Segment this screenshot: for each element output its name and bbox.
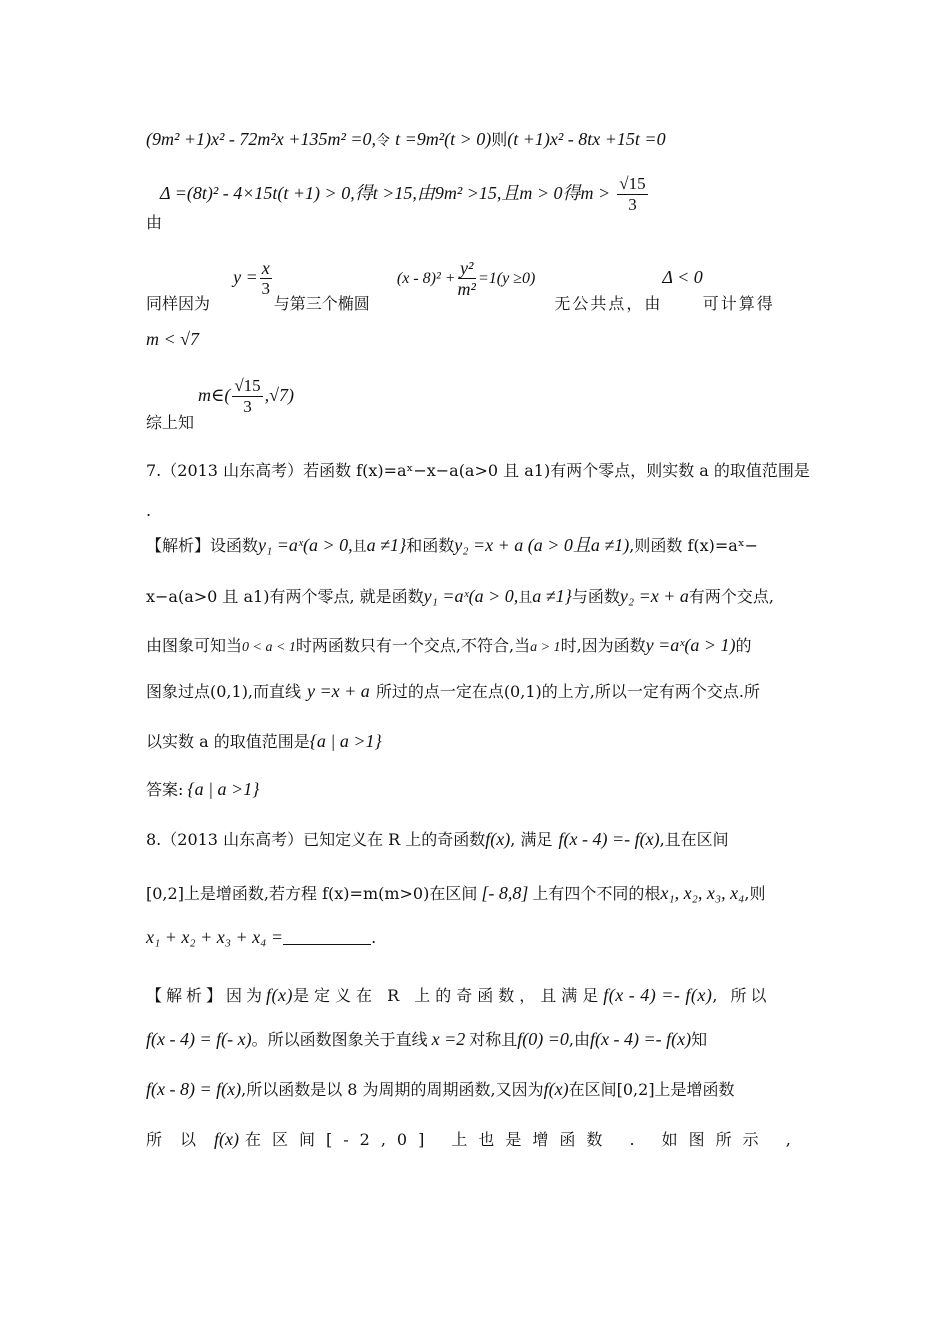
solution-8-line-2 — [146, 1028, 707, 1051]
question-8-line-2 — [146, 882, 765, 905]
answer-blank — [283, 930, 371, 945]
roots-list: x₁, x₂, x₃, x₄ — [660, 883, 745, 903]
a-not-1: a ≠1} — [366, 535, 407, 555]
m-in: m∈( — [198, 385, 231, 405]
solution-8-line-3 — [146, 1078, 735, 1101]
fraction-numerator: √15 — [234, 376, 261, 395]
one-intersection-text: 时两函数只有一个交点,不符合,当 — [295, 636, 531, 655]
m-less-sqrt7: m < √7 — [146, 329, 200, 349]
interval-text: ,且在区间 — [659, 830, 729, 849]
question-8-text: 8.（2013 山东高考）已知定义在 R 上的奇函数 — [146, 830, 486, 849]
no-common-point-text: 无公共点，由 — [554, 294, 663, 313]
solution-7-line-3 — [146, 634, 752, 659]
solution-8-line-1 — [146, 984, 771, 1007]
exponential-function: y =aˣ(a > 1) — [645, 635, 736, 655]
and-word: 且 — [352, 539, 367, 555]
and-function-text: 和函数 — [406, 536, 455, 555]
period-relation: f(x - 8) = f(x) — [146, 1079, 242, 1099]
ellipse-equation-rest: =1(y ≥0) — [477, 270, 536, 287]
above-point-text: 所过的点一定在点(0,1)的上方,所以一定有两个交点.所 — [375, 682, 760, 701]
function-y1: y₁ =aˣ(a > 0, — [423, 586, 519, 606]
then-function-text: ,则函数 f(x)=aˣ− — [629, 536, 759, 555]
question-7 — [146, 460, 810, 482]
fraction-denominator: 3 — [628, 195, 637, 214]
function-f: f(x) — [543, 1079, 569, 1099]
you-word: 由 — [146, 213, 163, 232]
symmetric-text: 。所以函数图象关于直线 — [251, 1030, 428, 1049]
then-word: ,则 — [744, 884, 766, 903]
fraction-denominator: 3 — [261, 279, 270, 298]
also-increasing-text: 在区间[-2,0] 上也是增函数 . 如图所示 , — [245, 1130, 802, 1149]
solution-7-line-4 — [146, 680, 760, 703]
substitution: t =9m²(t > 0) — [395, 129, 492, 149]
four-roots-text: 上有四个不同的根 — [532, 884, 661, 903]
function-f: f(x) — [485, 829, 511, 849]
question-8-line-1 — [146, 828, 729, 851]
by-text: ,由 — [568, 1030, 590, 1049]
a-not-1: a ≠1} — [532, 586, 572, 606]
increasing-text: [0,2]上是增函数,若方程 f(x)=m(m>0)在区间 — [146, 884, 478, 903]
function-y1: y₁ =aˣ(a > 0, — [258, 535, 353, 555]
ellipse-equation: (x - 8)² + — [396, 270, 456, 287]
third-ellipse-text: 与第三个椭圆 — [273, 294, 370, 313]
of-word: 的 — [735, 636, 752, 655]
fraction-numerator: x — [261, 258, 270, 278]
odd-periodic-relation: f(x - 4) =- f(x) — [558, 829, 660, 849]
line-y-x-a: y =x + a — [307, 681, 370, 701]
function-f: f(x) — [266, 985, 293, 1005]
answer-label: 答案: — [146, 780, 184, 799]
quadratic-equation: (9m² +1)x² - 72m²x +135m² =0, — [146, 129, 376, 149]
period-text: ,所以函数是以 8 为周期的周期函数,又因为 — [241, 1080, 544, 1099]
fraction-numerator: y² — [458, 258, 476, 279]
symmetric-and-text: 对称且 — [469, 1030, 518, 1049]
graph-text: 由图象可知当 — [146, 636, 243, 655]
odd-periodic-relation: f(x - 4) =- f(x) — [603, 985, 713, 1005]
solution-7-line-2 — [146, 585, 774, 609]
fraction-denominator: m² — [457, 279, 476, 299]
equation-line-3 — [146, 258, 775, 315]
fraction-sqrt15-over-3 — [617, 174, 647, 215]
and-word: 且 — [518, 590, 533, 606]
know-word: 知 — [691, 1030, 708, 1049]
solution-7-line-1 — [146, 534, 758, 558]
delta-negative: Δ < 0 — [662, 267, 703, 287]
then-word: 则 — [491, 130, 508, 149]
conclusion-label — [146, 412, 194, 434]
line-x-2: x =2 — [431, 1029, 466, 1049]
conclusion-word: 综上知 — [146, 413, 195, 432]
fraction-sqrt15-over-3 — [232, 376, 262, 417]
analysis-label: 【解析】设函数 — [146, 536, 259, 555]
odd-function-text: 是定义在 R 上的奇函数，且满足 — [293, 986, 604, 1005]
interval-end: ,√7) — [264, 385, 295, 405]
solution-7-line-5 — [146, 730, 382, 753]
interval-minus8-8: [- 8,8] — [481, 883, 529, 903]
function-y2: y₂ =x + a (a > 0且a ≠1) — [454, 535, 630, 555]
fraction-y2-over-m2 — [458, 258, 476, 299]
answer-set: {a | a >1} — [187, 779, 260, 799]
satisfy-text: , 满足 — [510, 830, 553, 849]
fraction-denominator: 3 — [243, 397, 252, 416]
fraction-x-over-3 — [260, 258, 272, 299]
let-word: 令 — [375, 133, 390, 149]
function-f: f(x) — [214, 1129, 239, 1149]
two-intersections-text: 有两个交点, — [688, 587, 774, 606]
a-between-0-1: 0 < a < 1 — [242, 640, 296, 655]
passes-point-text: 图象过点(0,1),而直线 — [146, 682, 302, 701]
equation-line-2 — [160, 174, 650, 215]
y-equals: y = — [233, 267, 258, 287]
question-7-text: 7.（2013 山东高考）若函数 f(x)=aˣ−x−a(a>0 且 a1)有两个零点，则实数 a 的取值范围是 — [146, 461, 810, 480]
increasing-interval-text: 在区间[0,2]上是增函数 — [568, 1080, 735, 1099]
range-text: 以实数 a 的取值范围是 — [146, 732, 310, 751]
odd-periodic-relation: f(x - 4) =- f(x) — [590, 1029, 692, 1049]
range-set: {a | a >1} — [309, 731, 382, 751]
conclusion-interval — [198, 376, 294, 417]
symmetry-relation: f(x - 4) = f(- x) — [146, 1029, 252, 1049]
equation-line-1 — [146, 128, 666, 152]
two-zeros-text: x−a(a>0 且 a1)有两个零点, 就是函数 — [146, 587, 424, 606]
question-7-blank — [146, 500, 151, 522]
equation-line-4 — [146, 328, 199, 351]
function-y2: y₂ =x + a — [619, 586, 689, 606]
fraction-numerator: √15 — [619, 174, 646, 193]
discriminant-inequality: Δ =(8t)² - 4×15t(t +1) > 0,得t >15,由9m² >15,且m > 0得m > — [160, 183, 611, 203]
a-greater-1: a > 1 — [530, 640, 561, 655]
same-reason-text: 同样因为 — [146, 294, 211, 313]
f-zero: f(0) =0 — [517, 1029, 569, 1049]
with-function-text: 与函数 — [571, 587, 620, 606]
solution-8-line-4 — [146, 1128, 802, 1151]
because-function-text: 时,因为函数 — [560, 636, 646, 655]
roots-sum: x₁ + x₂ + x₃ + x₄ = — [146, 927, 284, 947]
so-text: 所以 — [146, 1130, 215, 1149]
you-label — [146, 212, 162, 234]
answer-7 — [146, 778, 259, 801]
quadratic-in-t: (t +1)x² - 8tx +15t =0 — [507, 129, 666, 149]
question-7-end: . — [146, 501, 152, 520]
period-mark: . — [371, 928, 377, 947]
analysis-label: 【解析】因为 — [146, 986, 267, 1005]
therefore-text: , 所以 — [712, 986, 771, 1005]
question-8-line-3 — [146, 926, 376, 949]
computed-text: 可计算得 — [702, 294, 775, 313]
